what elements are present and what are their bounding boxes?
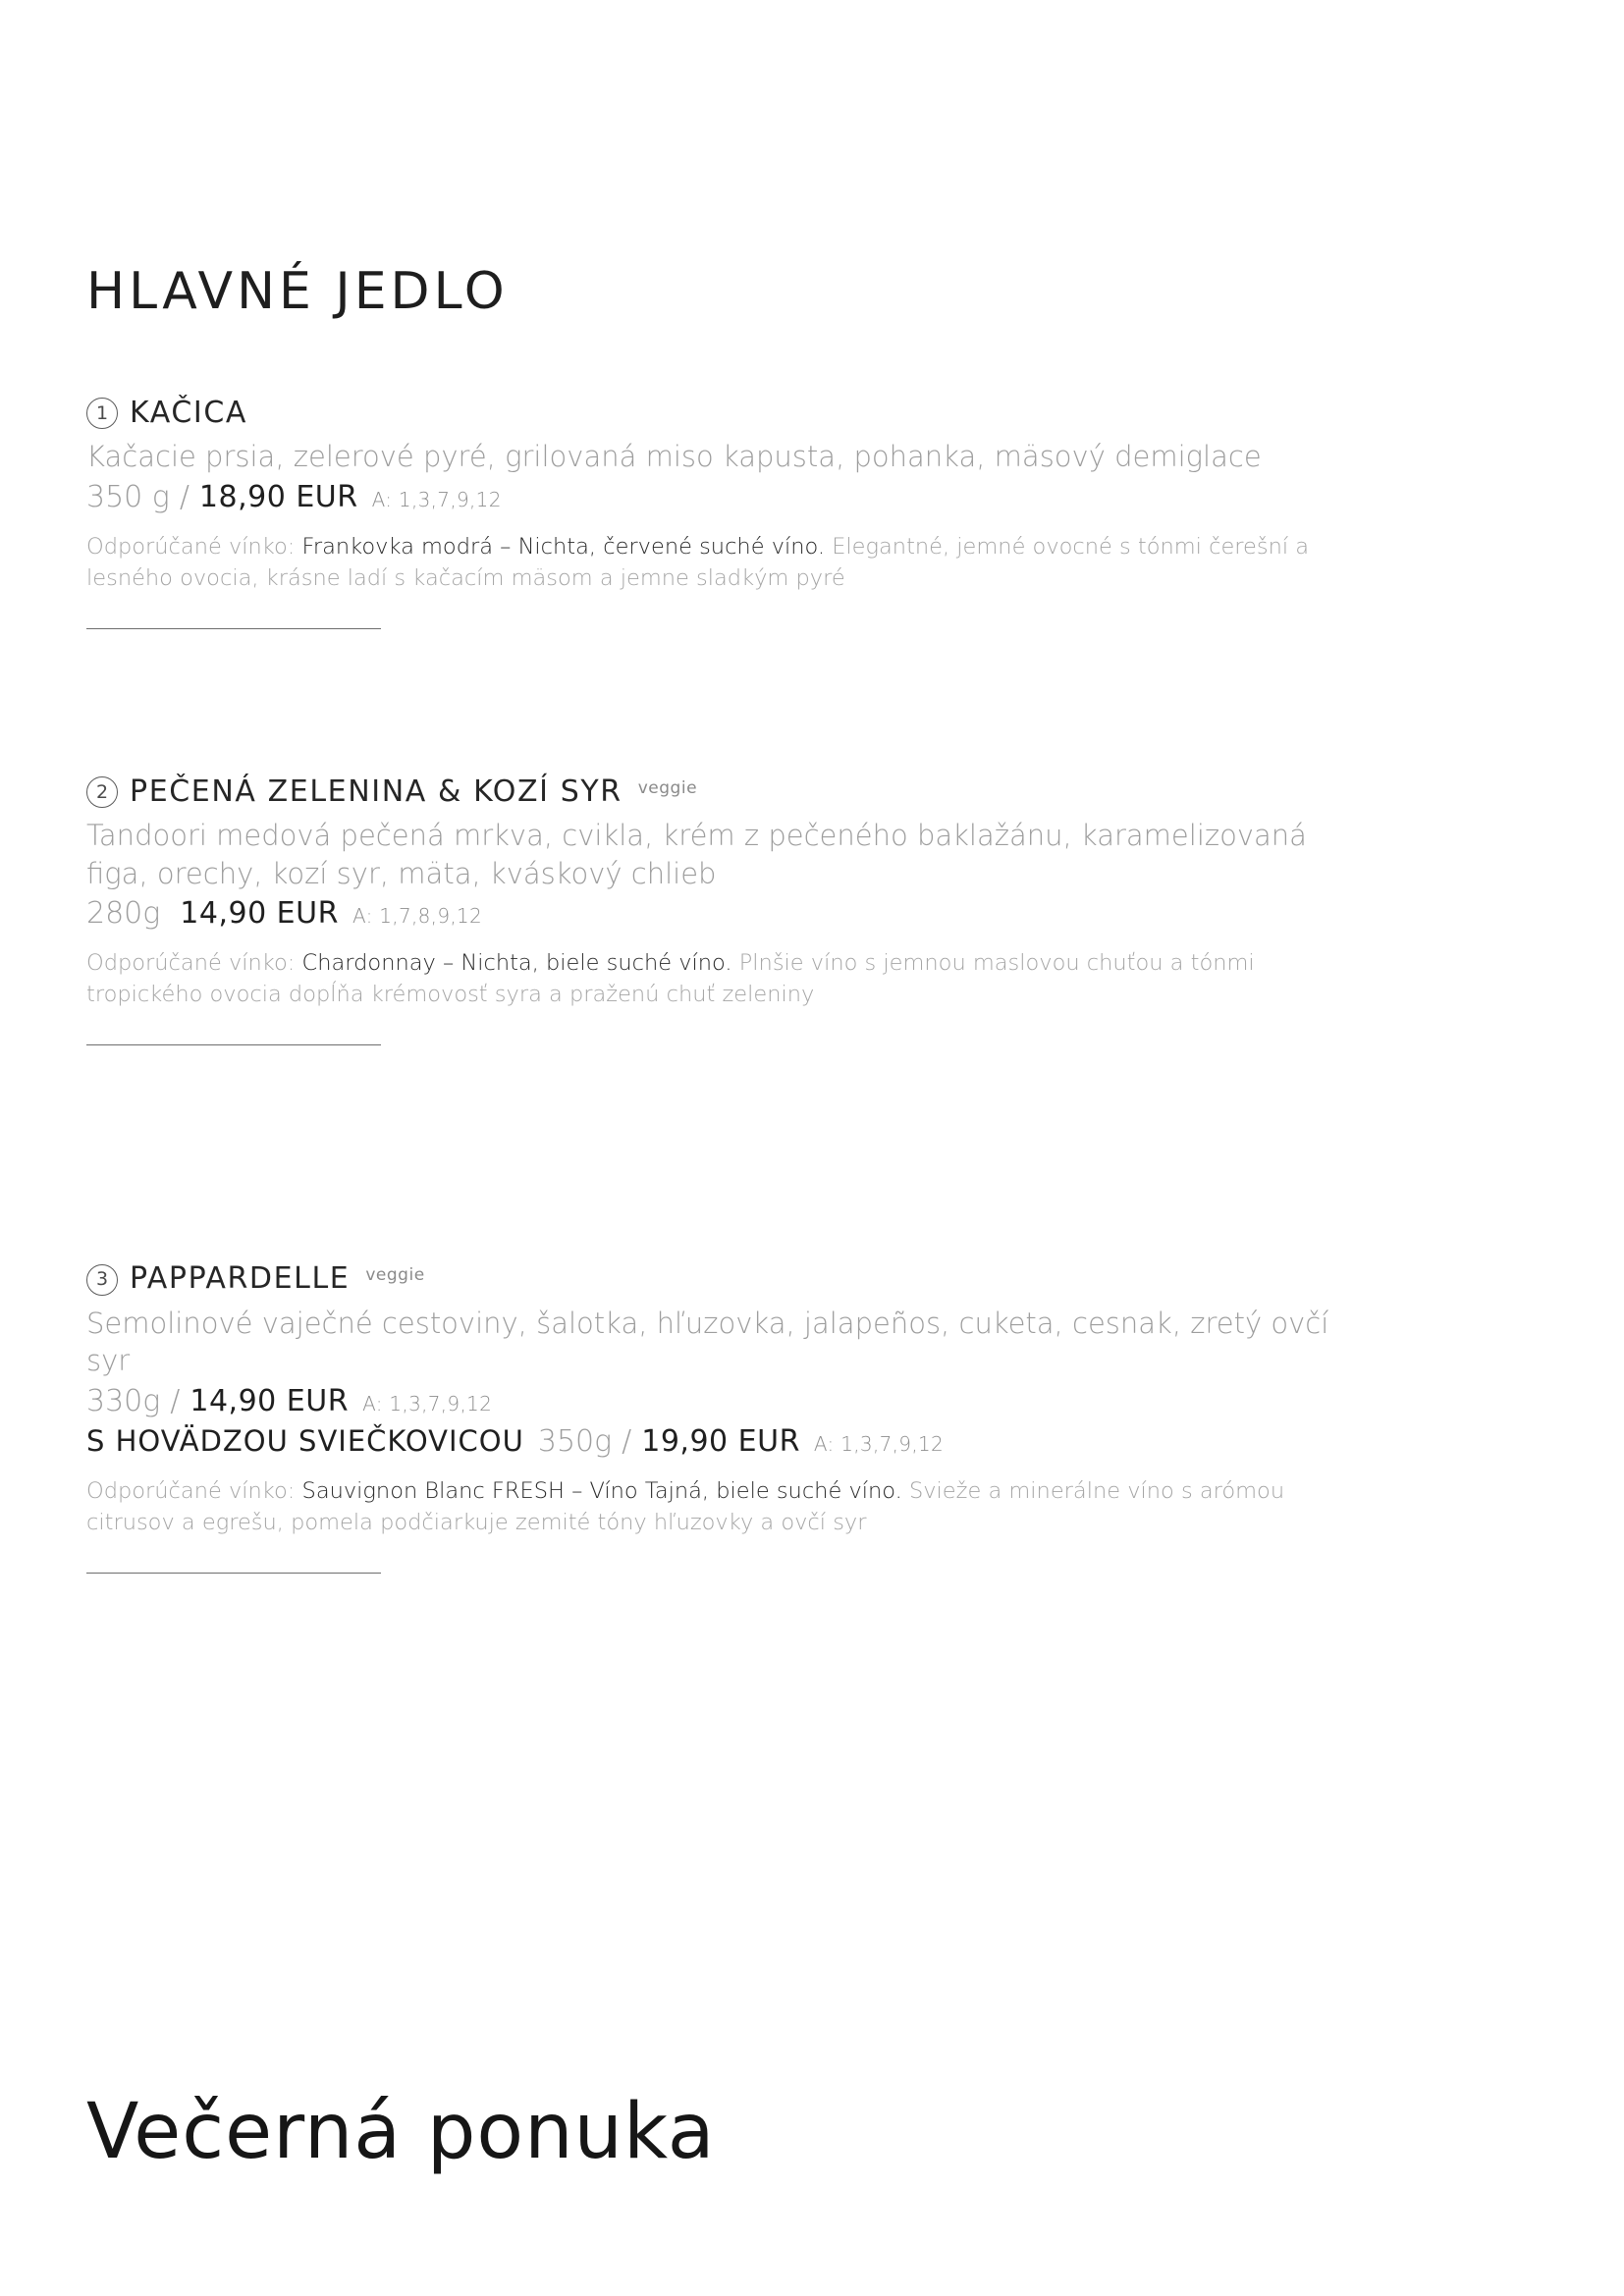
menu-item-variant-row	[86, 1424, 1402, 1459]
menu-item-name: PAPPARDELLE	[130, 1261, 351, 1297]
menu-item-allergens: A: 1,3,7,9,12	[362, 1391, 493, 1415]
menu-item-variant-allergens: A: 1,3,7,9,12	[813, 1431, 945, 1456]
wine-pairing-label: Odporúčané vínko:	[86, 950, 296, 977]
menu-item-price: 18,90 EUR	[198, 479, 358, 514]
menu-item-title-row	[86, 1261, 1402, 1299]
menu-item	[86, 1261, 1402, 1574]
menu-item-name: PEČENÁ ZELENINA & KOZÍ SYR	[130, 774, 623, 809]
menu-item-title-row	[86, 774, 1402, 812]
menu-item-variant-weight: 350g	[537, 1423, 613, 1459]
spacer	[86, 659, 1624, 774]
veggie-badge: veggie	[637, 777, 698, 798]
item-number-badge: 2	[86, 776, 118, 808]
separator: /	[179, 479, 189, 514]
menu-item-price: 14,90 EUR	[180, 896, 339, 932]
menu-item-title-row	[86, 396, 1402, 433]
spacer	[86, 1075, 1624, 1261]
menu-item	[86, 396, 1402, 629]
wine-note: Elegantné, jemné ovocné s tónmi čerešní a lesného ovocia, krásne ladí s kačacím mäsom a jemne sladkým pyré	[86, 533, 1310, 591]
menu-item-price-row	[86, 1384, 1402, 1418]
wine-pairing	[86, 532, 1353, 595]
wine-name: Sauvignon Blanc FRESH – Víno Tajná, biele suché víno.	[301, 1477, 902, 1504]
menu-item-weight: 330g	[86, 1383, 161, 1418]
menu-item-variant-label: S HOVÄDZOU SVIEČKOVICOU	[86, 1423, 524, 1458]
menu-item-weight: 280g	[86, 896, 161, 932]
menu-item-description: Tandoori medová pečená mrkva, cvikla, krém z pečeného baklažánu, karamelizovaná figa, orechy, kozí syr, mäta, kváskový chlieb	[86, 819, 1307, 890]
menu-item-weight: 350 g	[86, 479, 170, 514]
wine-name: Frankovka modrá – Nichta, červené suché víno.	[301, 533, 826, 560]
wine-pairing	[86, 1476, 1353, 1539]
wine-pairing	[86, 948, 1353, 1011]
separator: /	[622, 1423, 632, 1459]
wine-note: Svieže a minerálne víno s arómou citrusov a egrešu, pomela podčiarkuje zemité tóny hľuzovky a ovčí syr	[86, 1477, 1285, 1535]
separator: /	[170, 1383, 181, 1418]
divider	[86, 628, 381, 629]
menu-item-price: 14,90 EUR	[189, 1383, 350, 1418]
wine-note: Plnšie víno s jemnou maslovou chuťou a tónmi tropického ovocia dopĺňa krémovosť syra a praženú chuť zeleniny	[86, 950, 1255, 1008]
menu-item-description: Semolinové vaječné cestoviny, šalotka, hľuzovka, jalapeños, cuketa, cesnak, zretý ovčí syr	[86, 1306, 1329, 1378]
divider	[86, 1044, 381, 1045]
wine-pairing-label: Odporúčané vínko:	[86, 1477, 296, 1504]
menu-item-name: KAČICA	[130, 395, 248, 430]
item-number-badge: 1	[86, 398, 118, 429]
divider	[86, 1573, 381, 1574]
wine-name: Chardonnay – Nichta, biele suché víno.	[301, 950, 732, 977]
menu-item-price-row	[86, 896, 1402, 931]
menu-item	[86, 774, 1402, 1046]
item-number-badge: 3	[86, 1264, 118, 1296]
menu-item-allergens: A: 1,7,8,9,12	[352, 904, 483, 929]
menu-item-allergens: A: 1,3,7,9,12	[371, 487, 502, 511]
menu-item-variant-price: 19,90 EUR	[641, 1423, 800, 1459]
veggie-badge: veggie	[365, 1265, 425, 1286]
footer-title: Večerná ponuka	[86, 2088, 716, 2176]
menu-item-description: Kačacie prsia, zelerové pyré, grilovaná miso kapusta, pohanka, mäsový demiglace	[86, 440, 1262, 474]
wine-pairing-label: Odporúčané vínko:	[86, 533, 296, 560]
page-title: HLAVNÉ JEDLO	[86, 262, 509, 321]
menu-item-price-row	[86, 480, 1402, 514]
